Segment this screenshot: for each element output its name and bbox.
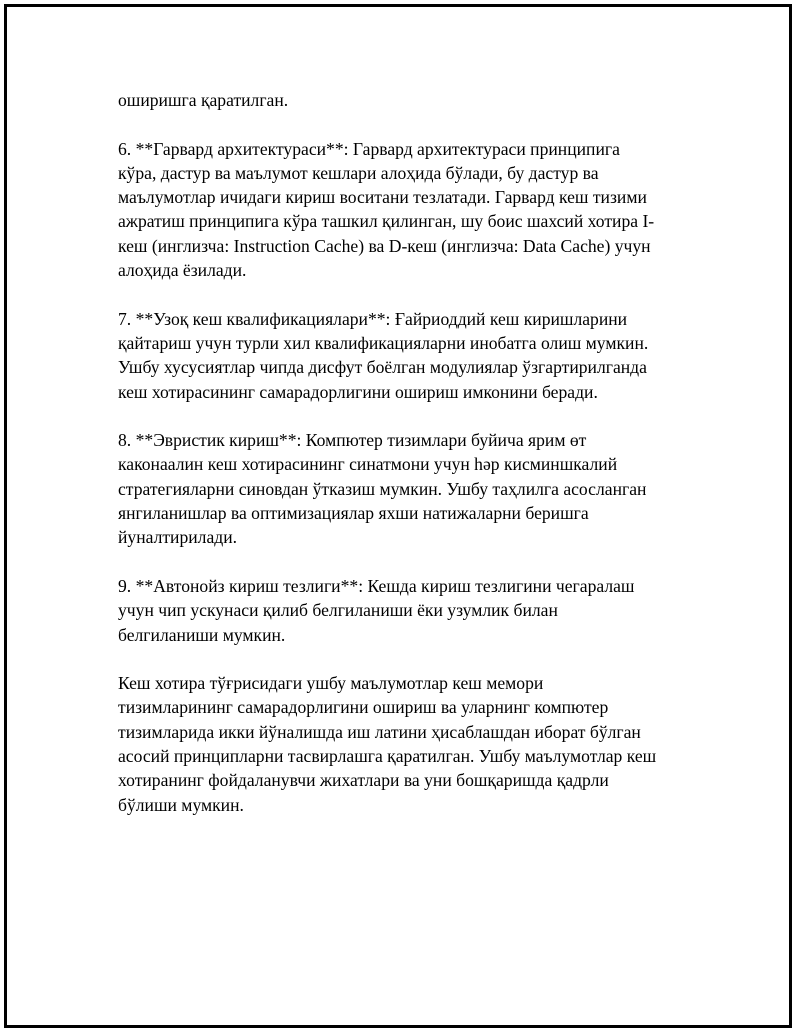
paragraph-continuation: оширишга қаратилган.: [118, 90, 289, 110]
paragraph-heuristic-access: 8. **Эвристик кириш**: Компютер тизимлари буйича ярим өт каконаалин кеш хотирасининг синатмони учун һәр кисминшкалий стратегияларни синовдан ўтказиш мумкин. Ушбу таҳлилга асосланган янгиланишлар ва оптимизациялар яхши натижаларни беришга йуналтирилади.: [118, 430, 647, 548]
paragraph-access-speed: 9. **Автонойз кириш тезлиги**: Кешда кириш тезлигини чегаралаш учун чип ускунаси қилиб белгиланиши ёки узумлик билан белгиланиши мумкин.: [118, 575, 635, 645]
document-body: [118, 88, 688, 841]
paragraph-harvard-architecture: 6. **Гарвард архитектураси**: Гарвард архитектураси принципига кўра, дастур ва маълумот кешлари алоҳида бўлади, бу дастур ва маълумотлар ичидаги кириш воситани тезлатади. Гарвард кеш тизими ажратиш принципига кўра ташкил қилинган, шу боис шахсий хотира I- кеш (инглизча: Instruction Cache) ва D-кеш (инглизча: Data Cache) учун алоҳида ёзилади.: [118, 138, 655, 281]
paragraph-conclusion: Кеш хотира тўғрисидаги ушбу маълумотлар кеш мемори тизимларининг самарадорлигини ошириш ва уларнинг компютер тизимларида икки йўналишда иш латини ҳисаблашдан иборат бўлган асосий принципларни тасвирлашга қаратилган. Ушбу маълумотлар кеш хотиранинг фойдаланувчи жихатлари ва уни бошқаришда қадрли бўлиши мумкин.: [118, 673, 657, 815]
paragraph-cache-qualifications: 7. **Узоқ кеш квалификациялари**: Ғайриоддий кеш киришларини қайтариш учун турли хил квалификацияларни инобатга олиш мумкин. Ушбу хусусиятлар чипда дисфут боёлган модулиялар ўзгартирилганда кеш хотирасининг самарадорлигини ошириш имконини беради.: [118, 308, 649, 402]
